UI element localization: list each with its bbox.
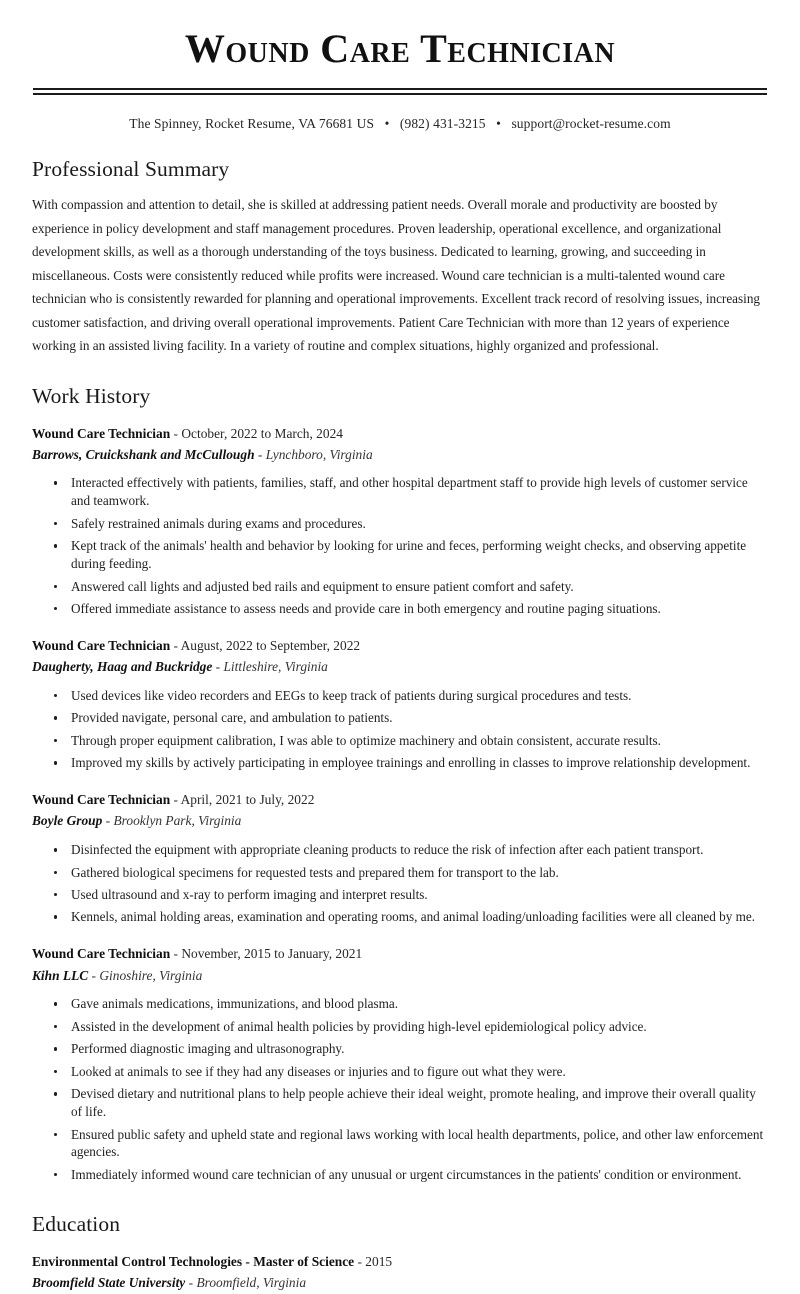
job-role: Wound Care Technician	[32, 946, 171, 962]
job-bullet: Performed diagnostic imaging and ultrasonography.	[50, 1040, 768, 1058]
section-heading-work-history: Work History	[32, 383, 151, 408]
work-history-entry	[32, 790, 768, 926]
work-history-list	[32, 424, 768, 1184]
job-bullet: Disinfected the equipment with appropriate cleaning products to reduce the risk of infection after each patient transport.	[50, 841, 768, 859]
job-bullet: Interacted effectively with patients, families, staff, and other hospital department staff to provide high levels of customer service and teamwork.	[50, 474, 768, 510]
entry-dash: -	[215, 659, 221, 675]
job-dates: October, 2022 to March, 2024	[181, 425, 343, 441]
entry-dash: -	[173, 792, 178, 808]
contact-address: The Spinney, Rocket Resume, VA 76681 US	[129, 116, 375, 131]
job-role: Wound Care Technician	[32, 638, 171, 654]
entry-dash: -	[257, 446, 263, 462]
education-school-line	[32, 1273, 768, 1294]
professional-summary-body: With compassion and attention to detail, she is skilled at addressing patient needs. Overall morale and productivity are boosted by experience in policy development and staff management procedures. Proven leadership, operational excellence, and organizational development skills, as well as a thorough understanding of the toys business. Dedicated to learning, growing, and succeeding in miscellaneous. Costs were consistently reduced while profits were increased. Wound care technician is a multi-talented wound care technician who is consistently rewarded for planning and operational improvements. Excellent track record of resolving issues, increasing customer satisfaction, and driving overall operational improvements. Patient Care Technician with more than 12 years of experience working in an assisted living facility. In a variety of routine and complex situations, highly organized and professional.	[32, 197, 761, 353]
job-bullet: Gathered biological specimens for requested tests and prepared them for transport to the lab.	[50, 864, 768, 882]
section-heading-professional-summary: Professional Summary	[32, 157, 230, 181]
entry-title-line	[32, 636, 768, 656]
entry-dash: -	[188, 1274, 194, 1290]
job-bullet: Gave animals medications, immunizations, and blood plasma.	[50, 995, 768, 1013]
job-bullet: Used devices like video recorders and EEGs to keep track of patients during surgical procedures and tests.	[50, 687, 768, 705]
contact-separator-2: •	[496, 116, 501, 131]
job-bullet: Improved my skills by actively participating in employee trainings and enrolling in classes to improve relationship development.	[50, 754, 768, 772]
job-dates: November, 2015 to January, 2021	[181, 946, 363, 962]
entry-title-line	[32, 944, 768, 964]
job-role: Wound Care Technician	[32, 425, 171, 441]
job-bullet: Devised dietary and nutritional plans to help people achieve their ideal weight, promote healing, and improve their overall quality of life.	[50, 1085, 768, 1121]
job-company: Barrows, Cruickshank and McCullough	[32, 446, 255, 462]
header-divider	[32, 88, 768, 95]
job-bullet: Answered call lights and adjusted bed rails and equipment to ensure patient comfort and safety.	[50, 578, 768, 596]
job-location: Brooklyn Park, Virginia	[113, 813, 242, 829]
divider-rule-bottom	[33, 93, 767, 95]
entry-company-line	[32, 966, 768, 987]
entry-company-line	[32, 811, 768, 832]
job-dates: April, 2021 to July, 2022	[180, 792, 315, 808]
education-program: Environmental Control Technologies - Master of Science	[32, 1253, 355, 1269]
job-bullet: Kept track of the animals' health and behavior by looking for urine and feces, performing weight checks, and observing appetite during feeding.	[50, 537, 768, 573]
job-bullet: Provided navigate, personal care, and ambulation to patients.	[50, 709, 768, 727]
job-location: Ginoshire, Virginia	[99, 967, 203, 983]
job-company: Daugherty, Haag and Buckridge	[32, 659, 213, 675]
resume-title: Wound Care Technician	[184, 26, 616, 71]
entry-dash: -	[105, 813, 111, 829]
job-role: Wound Care Technician	[32, 792, 171, 808]
job-company: Kihn LLC	[32, 967, 89, 983]
job-bullet: Looked at animals to see if they had any diseases or injuries and to figure out what they were.	[50, 1063, 768, 1081]
job-company: Boyle Group	[32, 813, 103, 829]
education-location: Broomfield, Virginia	[196, 1274, 307, 1290]
education-school: Broomfield State University	[32, 1274, 186, 1290]
job-bullet: Kennels, animal holding areas, examination and operating rooms, and animal loading/unloading facilities were all cleaned by me.	[50, 908, 768, 926]
contact-line	[32, 116, 768, 132]
entry-dash: -	[173, 638, 178, 654]
entry-dash: -	[173, 946, 178, 962]
entry-dash: -	[173, 425, 178, 441]
work-history-entry	[32, 636, 768, 772]
job-bullet-list	[32, 841, 768, 926]
entry-company-line	[32, 657, 768, 678]
job-bullet: Used ultrasound and x-ray to perform imaging and interpret results.	[50, 886, 768, 904]
job-location: Lynchboro, Virginia	[265, 446, 373, 462]
education-entry	[32, 1252, 768, 1294]
job-bullet: Offered immediate assistance to assess needs and provide care in both emergency and routine paging situations.	[50, 600, 768, 618]
job-bullet: Safely restrained animals during exams and procedures.	[50, 515, 768, 533]
job-bullet: Through proper equipment calibration, I was able to optimize machinery and obtain consistent, accurate results.	[50, 732, 768, 750]
work-history-entry	[32, 424, 768, 619]
job-bullet: Immediately informed wound care technician of any unusual or urgent circumstances in the patients' condition or environment.	[50, 1166, 768, 1184]
job-bullet: Assisted in the development of animal health policies by providing high-level epidemiological policy advice.	[50, 1018, 768, 1036]
education-year: 2015	[365, 1253, 393, 1269]
job-bullet: Ensured public safety and upheld state and regional laws working with local health departments, police, and other law enforcement agencies.	[50, 1126, 768, 1162]
education-program-line	[32, 1252, 768, 1272]
job-dates: August, 2022 to September, 2022	[180, 638, 361, 654]
job-location: Littleshire, Virginia	[223, 659, 328, 675]
entry-title-line	[32, 790, 768, 810]
entry-dash: -	[357, 1253, 362, 1269]
contact-phone: (982) 431-3215	[399, 116, 486, 131]
contact-separator-1: •	[384, 116, 390, 131]
contact-email: support@rocket-resume.com	[511, 116, 671, 131]
work-history-entry	[32, 944, 768, 1183]
job-bullet-list	[32, 474, 768, 618]
entry-dash: -	[91, 967, 97, 983]
job-bullet-list	[32, 687, 768, 772]
entry-title-line	[32, 424, 768, 444]
job-bullet-list	[32, 995, 768, 1184]
education-list	[32, 1252, 768, 1294]
entry-company-line	[32, 445, 768, 466]
section-heading-education: Education	[32, 1211, 121, 1236]
